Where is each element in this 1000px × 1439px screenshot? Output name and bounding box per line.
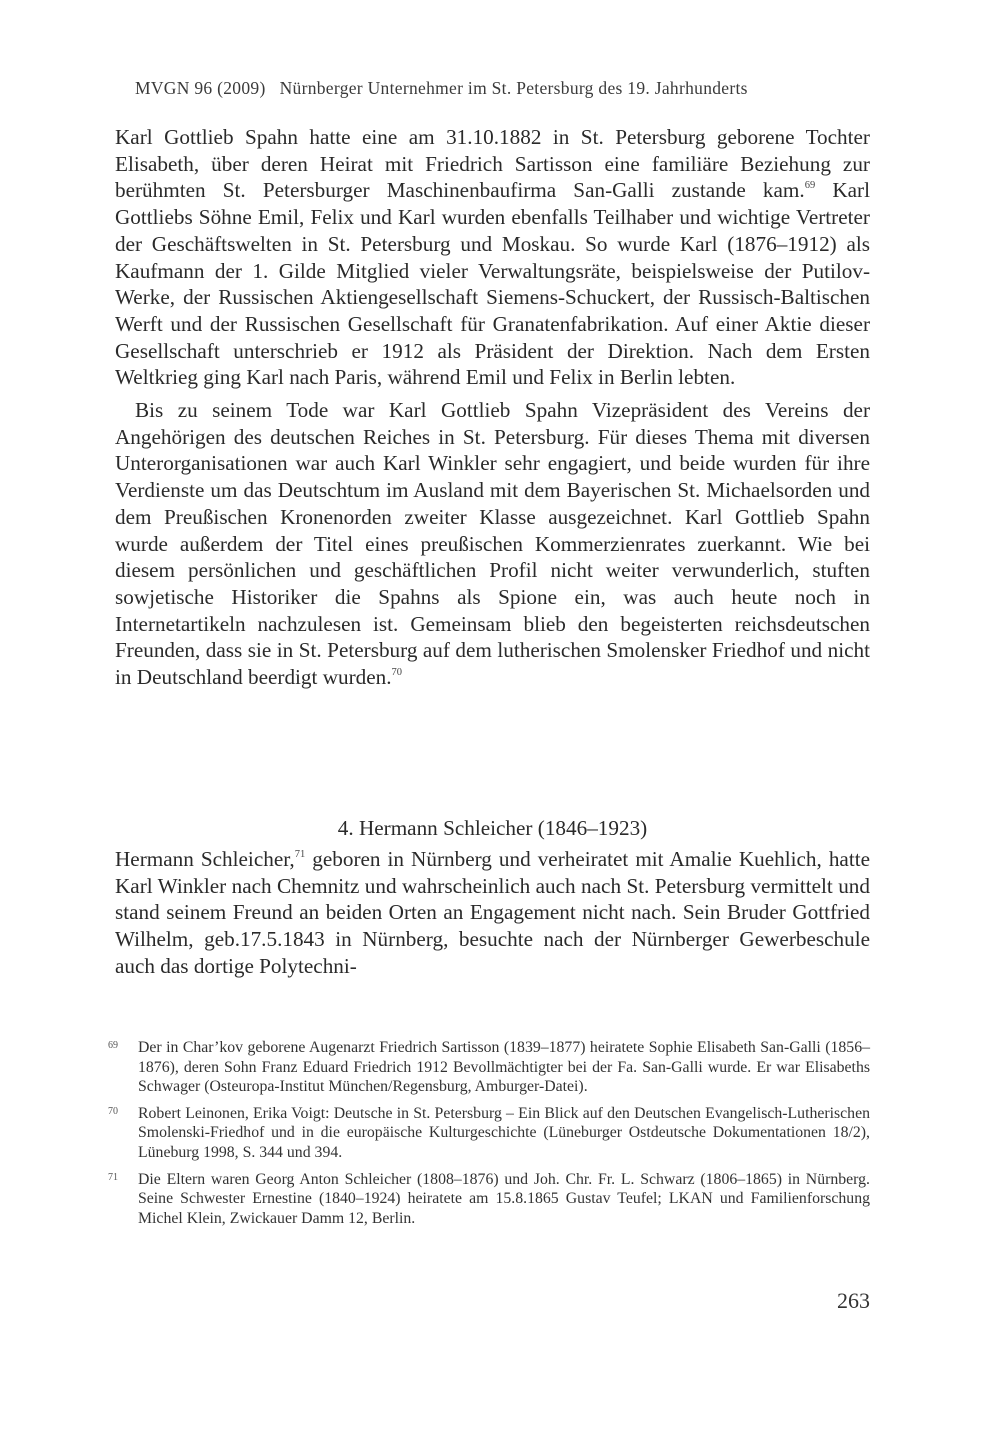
- footnote: [108, 1104, 870, 1163]
- section-paragraph: [115, 846, 870, 980]
- running-head: [135, 78, 870, 99]
- footnote-text: Der in Char’kov geborene Augenarzt Friedrich Sartisson (1839–1877) heiratete Sophie Elisabeth San-Galli (1856–1876), deren Sohn Franz Eduard Friedrich 1912 Bevollmächtigter bei der Fa. San-Galli wurde. Er war Elisabeths Schwager (Osteuropa-Institut München/Regensburg, Amburger-Datei).: [138, 1039, 870, 1096]
- page-number: 263: [837, 1288, 870, 1313]
- footnote-ref[interactable]: 71: [294, 849, 306, 860]
- section-body: [115, 846, 870, 980]
- text-run: Karl Gottlieb Spahn hatte eine am 31.10.1882 in St. Petersburg geborene Tochter Elisabeth, über deren Heirat mit Friedrich Sartisson eine familiäre Beziehung zur berühmten St. Petersburger Maschinenbaufirma San-Galli zustande kam.: [115, 125, 870, 203]
- running-head-journal: MVGN 96 (2009): [135, 78, 266, 98]
- paragraph: [115, 124, 870, 391]
- text-run: geboren in Nürnberg und verheiratet mit Amalie Kuehlich, hatte Karl Winkler nach Chemnitz und wahrscheinlich auch nach St. Petersburg vermittelt und stand seinem Freund an beiden Orten an Engagement nicht nach. Sein Bruder Gottfried Wilhelm, geb.17.5.1843 in Nürnberg, besuchte nach der Nürnberger Gewerbeschule auch das dortige Polytechni-: [115, 847, 870, 978]
- body-text: [115, 124, 870, 691]
- text-run: Bis zu seinem Tode war Karl Gottlieb Spahn Vizepräsident des Vereins der Angehörigen des deutschen Reiches in St. Petersburg. Für dieses Thema mit diversen Unterorganisationen war auch Karl Winkler sehr engagiert, und beide wurden für ihre Verdienste um das Deutschtum im Ausland mit dem Bayerischen St. Michaelsorden und dem Preußischen Kronenorden zweiter Klasse ausgezeichnet. Karl Gottlieb Spahn wurde außerdem der Titel eines preußischen Kommerzienrates zuerkannt. Wie bei diesem persönlichen und geschäftlichen Profil nicht weiter verwunderlich, stuften sowjetische Historiker die Spahns als Spione ein, was auch heute noch in Internetartikeln nachzulesen ist. Gemeinsam blieb den begeisterten reichsdeutschen Freunden, dass sie in St. Petersburg auf dem lutherischen Smolensker Friedhof und nicht in Deutschland beerdigt wurden.: [115, 398, 870, 690]
- text-run: Karl Gottliebs Söhne Emil, Felix und Karl wurden ebenfalls Teilhaber und wichtige Vertreter der Geschäftswelten in St. Petersburg und Moskau. So wurde Karl (1876–1912) als Kaufmann der 1. Gilde Mitglied vieler Verwaltungsräte, beispielsweise der Putilov-Werke, der Russischen Aktiengesellschaft Siemens-Schuckert, der Russisch-Baltischen Werft und der Russischen Gesellschaft für Granatenfabrikation. Auf einer Aktie dieser Gesellschaft unterschrieb er 1912 als Präsident der Direktion. Nach dem Ersten Weltkrieg ging Karl nach Paris, während Emil und Felix in Berlin lebten.: [115, 178, 870, 390]
- footnote-text: Die Eltern waren Georg Anton Schleicher (1808–1876) und Joh. Chr. Fr. L. Schwarz (1806–1865) in Nürnberg. Seine Schwester Ernestine (1840–1924) heiratete am 15.8.1865 Gustav Teufel; LKAN und Familienforschung Michel Klein, Zwickauer Damm 12, Berlin.: [138, 1170, 870, 1227]
- paragraph: [115, 397, 870, 691]
- footnote-number: 70: [108, 1105, 118, 1117]
- text-run: Hermann Schleicher,: [115, 847, 295, 871]
- running-head-title: Nürnberger Unternehmer im St. Petersburg des 19. Jahrhunderts: [279, 78, 748, 98]
- footnote-ref[interactable]: 70: [391, 667, 403, 679]
- section-heading: 4. Hermann Schleicher (1846–1923): [337, 816, 648, 840]
- footnote: [108, 1170, 870, 1229]
- footnote-ref[interactable]: 69: [804, 180, 816, 192]
- footnote-number: 69: [108, 1040, 118, 1051]
- footnote-number: 71: [108, 1171, 118, 1183]
- footnotes: [108, 1038, 870, 1235]
- footnote-text: Robert Leinonen, Erika Voigt: Deutsche in St. Petersburg – Ein Blick auf den Deutschen Evangelisch-Lutherischen Smolenski-Friedhof und in die europäische Kulturgeschichte (Lüneburger Ostdeutsche Dokumentationen 18/2), Lüneburg 1998, S. 344 und 394.: [138, 1104, 870, 1161]
- footnote: [108, 1038, 870, 1097]
